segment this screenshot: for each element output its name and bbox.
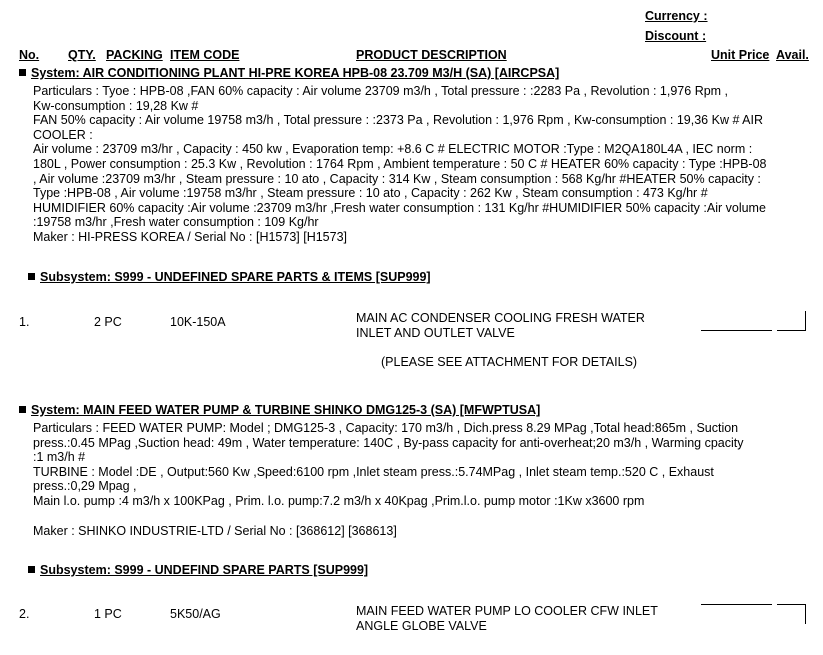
- avail-field[interactable]: [777, 604, 805, 605]
- col-no: No.: [19, 48, 40, 62]
- item-description-line2: INLET AND OUTLET VALVE: [356, 326, 515, 340]
- system-particulars-feed-pump: [33, 421, 744, 509]
- col-packing: PACKING: [106, 48, 163, 62]
- system-particulars-aircon: [33, 84, 766, 245]
- subsystem-title-2: Subsystem: S999 - UNDEFIND SPARE PARTS [SUP999]: [28, 563, 368, 577]
- avail-field-border: [805, 604, 806, 624]
- bullet-square-icon: [28, 566, 35, 573]
- item-description-line2: ANGLE GLOBE VALVE: [356, 619, 487, 633]
- item-no: 1.: [19, 315, 30, 329]
- item-code: 5K50/AG: [170, 607, 221, 621]
- particulars-line: , Air volume :23709 m3/hr , Steam pressure : 10 ato , Capacity : 314 Kw , Steam consumption : 568 Kg/hr #HEATER 50% capacity :: [33, 171, 761, 186]
- particulars-line: TURBINE : Model :DE , Output:560 Kw ,Speed:6100 rpm ,Inlet steam press.:5.74MPag , Inlet steam temp.:520 C , Exhaust: [33, 464, 714, 479]
- item-code: 10K-150A: [170, 315, 226, 329]
- bullet-square-icon: [19, 406, 26, 413]
- subsystem-title-1: Subsystem: S999 - UNDEFINED SPARE PARTS & ITEMS [SUP999]: [28, 270, 431, 284]
- particulars-line: Air volume : 23709 m3/hr , Capacity : 450 kw , Evaporation temp: +8.6 C # ELECTRIC MOTOR :Type : M2QA180L4A , IEC norm :: [33, 142, 753, 157]
- maker-line: Maker : SHINKO INDUSTRIE-LTD / Serial No : [368612] [368613]: [33, 524, 397, 538]
- particulars-line: 180L , Power consumption : 25.3 Kw , Revolution : 1764 Rpm , Ambient temperature : 50 C # HEATER 60% capacity : Type :HPB-08: [33, 156, 767, 171]
- discount-label: Discount :: [645, 29, 707, 43]
- particulars-line: Particulars : Tyoe : HPB-08 ,FAN 60% capacity : Air volume 23709 m3/h , Total pressure : :2283 Pa , Revolution : 1,976 Rpm ,: [33, 84, 729, 98]
- col-product-description: PRODUCT DESCRIPTION: [356, 48, 507, 62]
- particulars-line: :1 m3/h #: [33, 450, 86, 465]
- avail-field-border: [805, 311, 806, 331]
- col-unit-price: Unit Price: [711, 48, 770, 62]
- particulars-line: press.:0.45 MPag ,Suction head: 49m , Water temperature: 140C , By-pass capacity for anti-overheat;20 m3/h , Warming cpacity: [33, 435, 744, 450]
- unit-price-field[interactable]: [701, 330, 772, 331]
- col-avail: Avail.: [776, 48, 809, 62]
- unit-price-field[interactable]: [701, 604, 772, 605]
- particulars-line: Particulars : FEED WATER PUMP: Model ; DMG125-3 , Capacity: 170 m3/h , Dich.press 8.29 MPag ,Total head:865m , Suction: [33, 421, 739, 435]
- particulars-line: Main l.o. pump :4 m3/h x 100KPag , Prim. l.o. pump:7.2 m3/h x 40Kpag ,Prim.l.o. pump motor :1Kw x3600 rpm: [33, 493, 645, 508]
- bullet-square-icon: [19, 69, 26, 76]
- bullet-square-icon: [28, 273, 35, 280]
- item-note: (PLEASE SEE ATTACHMENT FOR DETAILS): [381, 355, 638, 369]
- particulars-line: HUMIDIFIER 60% capacity :Air volume :23709 m3/hr ,Fresh water consumption : 131 Kg/hr #HUMIDIFIER 50% capacity :Air volume: [33, 200, 766, 215]
- particulars-line: Type :HPB-08 , Air volume :19758 m3/hr , Steam pressure : 10 ato , Capacity : 262 Kw , Steam consumption : 473 Kg/hr #: [33, 186, 708, 201]
- item-qty: 1 PC: [94, 607, 122, 621]
- particulars-line: :19758 m3/hr ,Fresh water consumption : 109 Kg/hr: [33, 215, 319, 230]
- system-title-aircon: System: AIR CONDITIONING PLANT HI-PRE KOREA HPB-08 23.709 M3/H (SA) [AIRCPSA]: [19, 66, 559, 80]
- item-description-line1: MAIN FEED WATER PUMP LO COOLER CFW INLET: [356, 604, 658, 618]
- item-no: 2.: [19, 607, 30, 621]
- particulars-line: press.:0,29 Mpag ,: [33, 479, 137, 494]
- particulars-line: COOLER :: [33, 127, 93, 142]
- currency-label: Currency :: [645, 9, 708, 23]
- col-qty: QTY.: [68, 48, 96, 62]
- item-qty: 2 PC: [94, 315, 122, 329]
- particulars-line: FAN 50% capacity : Air volume 19758 m3/h , Total pressure : :2373 Pa , Revolution : 1,976 Rpm , Kw-consumption : 19,36 Kw # AIR: [33, 113, 764, 128]
- item-description-line1: MAIN AC CONDENSER COOLING FRESH WATER: [356, 311, 645, 325]
- system-title-feed-pump: System: MAIN FEED WATER PUMP & TURBINE SHINKO DMG125-3 (SA) [MFWPTUSA]: [19, 403, 540, 417]
- particulars-line: Kw-consumption : 19,28 Kw #: [33, 98, 199, 113]
- particulars-line: Maker : HI-PRESS KOREA / Serial No : [H1573] [H1573]: [33, 229, 348, 244]
- avail-field[interactable]: [777, 330, 805, 331]
- col-item-code: ITEM CODE: [170, 48, 240, 62]
